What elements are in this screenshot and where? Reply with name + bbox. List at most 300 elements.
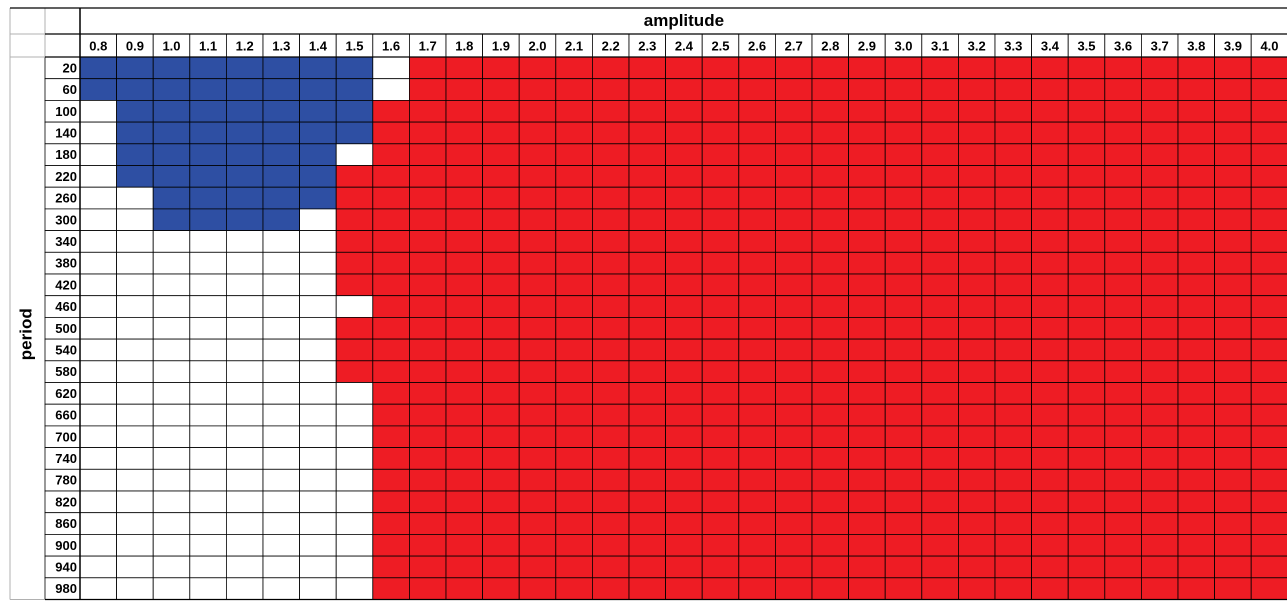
heatmap-cell (300, 79, 337, 101)
heatmap-cell (556, 556, 593, 578)
heatmap-cell (812, 361, 849, 383)
heatmap-cell (592, 361, 629, 383)
heatmap-cell (849, 404, 886, 426)
heatmap-cell (885, 469, 922, 491)
heatmap-cell (995, 209, 1032, 231)
heatmap-cell (666, 513, 703, 535)
heatmap-cell (922, 187, 959, 209)
heatmap-cell (849, 144, 886, 166)
y-tick-label: 820 (55, 494, 77, 510)
heatmap-cell (336, 144, 373, 166)
heatmap-cell (666, 252, 703, 274)
heatmap-cell (556, 144, 593, 166)
heatmap-cell (190, 122, 227, 144)
heatmap-cell (1105, 144, 1142, 166)
heatmap-cell (922, 426, 959, 448)
heatmap-cell (702, 361, 739, 383)
heatmap-cell (592, 122, 629, 144)
heatmap-cell (519, 274, 556, 296)
heatmap-cell (629, 252, 666, 274)
heatmap-cell (117, 513, 154, 535)
y-tick-label: 220 (55, 168, 77, 184)
heatmap-cell (885, 513, 922, 535)
heatmap-cell (739, 534, 776, 556)
heatmap-cell (1251, 556, 1287, 578)
heatmap-cell (483, 296, 520, 318)
heatmap-cell (629, 122, 666, 144)
heatmap-cell (373, 448, 410, 470)
heatmap-cell (1068, 187, 1105, 209)
heatmap-cell (995, 578, 1032, 600)
heatmap-cell (80, 469, 117, 491)
heatmap-cell (849, 534, 886, 556)
heatmap-cell (226, 166, 263, 188)
y-tick-label: 20 (62, 60, 77, 76)
heatmap-cell (812, 534, 849, 556)
heatmap-cell (1068, 100, 1105, 122)
x-tick-label: 1.6 (382, 38, 401, 54)
heatmap-cell (995, 79, 1032, 101)
heatmap-cell (373, 231, 410, 253)
heatmap-cell (958, 513, 995, 535)
heatmap-cell (519, 166, 556, 188)
heatmap-cell (849, 209, 886, 231)
heatmap-cell (1068, 404, 1105, 426)
x-tick-label: 2.8 (821, 38, 840, 54)
heatmap-cell (409, 404, 446, 426)
heatmap-cell (446, 383, 483, 405)
heatmap-cell (1032, 231, 1069, 253)
heatmap-cell (556, 513, 593, 535)
heatmap-cell (1215, 578, 1252, 600)
heatmap-cell (775, 122, 812, 144)
heatmap-cell (80, 426, 117, 448)
heatmap-cell (117, 209, 154, 231)
heatmap-cell (446, 426, 483, 448)
heatmap-cell (556, 317, 593, 339)
heatmap-cell (1141, 426, 1178, 448)
heatmap-cell (190, 187, 227, 209)
heatmap-cell (446, 491, 483, 513)
heatmap-cell (556, 404, 593, 426)
heatmap-cell (812, 296, 849, 318)
heatmap-cell (1215, 122, 1252, 144)
heatmap-cell (739, 361, 776, 383)
heatmap-cell (958, 166, 995, 188)
heatmap-cell (995, 534, 1032, 556)
heatmap-cell (1068, 469, 1105, 491)
heatmap-cell (922, 556, 959, 578)
x-tick-label: 2.2 (601, 38, 620, 54)
heatmap-cell (190, 448, 227, 470)
x-tick-label: 1.5 (345, 38, 364, 54)
heatmap-cell (1251, 209, 1287, 231)
heatmap-cell (263, 404, 300, 426)
heatmap-cell (1141, 231, 1178, 253)
heatmap-cell (995, 317, 1032, 339)
heatmap-cell (995, 469, 1032, 491)
x-tick-label: 3.1 (931, 38, 950, 54)
heatmap-cell (1141, 122, 1178, 144)
heatmap-cell (153, 404, 190, 426)
heatmap-cell (1141, 57, 1178, 79)
heatmap-cell (812, 187, 849, 209)
heatmap-cell (1251, 187, 1287, 209)
heatmap-cell (226, 57, 263, 79)
heatmap-cell (263, 383, 300, 405)
heatmap-cell (556, 578, 593, 600)
heatmap-cell (1105, 448, 1142, 470)
heatmap-cell (153, 79, 190, 101)
heatmap-cell (117, 404, 154, 426)
heatmap-cell (922, 469, 959, 491)
heatmap-cell (812, 231, 849, 253)
heatmap-cell (885, 144, 922, 166)
heatmap-cell (226, 578, 263, 600)
heatmap-cell (629, 404, 666, 426)
heatmap-cell (373, 100, 410, 122)
heatmap-cell (1105, 187, 1142, 209)
heatmap-cell (592, 426, 629, 448)
heatmap-cell (1068, 534, 1105, 556)
heatmap-cell (775, 187, 812, 209)
y-axis-title: period (16, 308, 36, 361)
heatmap-cell (812, 491, 849, 513)
heatmap-cell (592, 491, 629, 513)
heatmap-cell (592, 469, 629, 491)
heatmap-cell (958, 252, 995, 274)
heatmap-cell (263, 122, 300, 144)
heatmap-cell (592, 556, 629, 578)
x-tick-label: 1.4 (308, 38, 327, 54)
heatmap-cell (1251, 79, 1287, 101)
heatmap-cell (849, 426, 886, 448)
heatmap-cell (300, 578, 337, 600)
heatmap-cell (190, 578, 227, 600)
heatmap-cell (1032, 426, 1069, 448)
heatmap-cell (336, 166, 373, 188)
heatmap-cell (1068, 513, 1105, 535)
heatmap-cell (592, 296, 629, 318)
heatmap-cell (1251, 404, 1287, 426)
heatmap-cell (446, 448, 483, 470)
heatmap-cell (1141, 166, 1178, 188)
heatmap-cell (446, 296, 483, 318)
heatmap-cell (812, 469, 849, 491)
heatmap-cell (226, 404, 263, 426)
heatmap-cell (336, 339, 373, 361)
heatmap-cell (1068, 274, 1105, 296)
heatmap-cell (775, 144, 812, 166)
heatmap-cell (922, 231, 959, 253)
y-tick-label: 420 (55, 277, 77, 293)
heatmap-cell (226, 100, 263, 122)
heatmap-cell (775, 448, 812, 470)
heatmap-cell (483, 513, 520, 535)
heatmap-cell (1141, 209, 1178, 231)
heatmap-cell (483, 578, 520, 600)
heatmap-cell (1105, 100, 1142, 122)
heatmap-cell (263, 426, 300, 448)
heatmap-cell (666, 231, 703, 253)
heatmap-cell (1105, 383, 1142, 405)
heatmap-cell (629, 57, 666, 79)
heatmap-cell (922, 209, 959, 231)
heatmap-cell (995, 100, 1032, 122)
heatmap-cell (226, 426, 263, 448)
heatmap-cell (446, 57, 483, 79)
heatmap-cell (300, 361, 337, 383)
heatmap-cell (373, 187, 410, 209)
heatmap-cell (446, 274, 483, 296)
heatmap-cell (1068, 426, 1105, 448)
heatmap-cell (1178, 426, 1215, 448)
heatmap-cell (739, 383, 776, 405)
heatmap-cell (592, 534, 629, 556)
heatmap-cell (409, 317, 446, 339)
heatmap-cell (80, 317, 117, 339)
heatmap-cell (1141, 578, 1178, 600)
heatmap-cell (812, 383, 849, 405)
heatmap-cell (849, 469, 886, 491)
heatmap-cell (263, 448, 300, 470)
heatmap-cell (1215, 296, 1252, 318)
heatmap-cell (263, 513, 300, 535)
heatmap-cell (849, 79, 886, 101)
heatmap-cell (922, 448, 959, 470)
x-tick-label: 3.7 (1150, 38, 1169, 54)
x-tick-label: 2.5 (711, 38, 730, 54)
heatmap-cell (958, 491, 995, 513)
heatmap-cell (1178, 556, 1215, 578)
x-tick-label: 3.0 (894, 38, 913, 54)
heatmap-cell (1068, 57, 1105, 79)
heatmap-cell (775, 317, 812, 339)
heatmap-cell (446, 252, 483, 274)
heatmap-cell (1215, 448, 1252, 470)
heatmap-cell (190, 361, 227, 383)
heatmap-cell (190, 57, 227, 79)
x-tick-label: 1.9 (491, 38, 510, 54)
heatmap-cell (739, 513, 776, 535)
heatmap-cell (592, 209, 629, 231)
x-tick-label: 3.4 (1040, 38, 1059, 54)
heatmap-cell (519, 57, 556, 79)
heatmap-cell (775, 426, 812, 448)
heatmap-cell (1178, 209, 1215, 231)
heatmap-cell (117, 383, 154, 405)
heatmap-cell (739, 556, 776, 578)
heatmap-cell (263, 361, 300, 383)
heatmap-cell (1251, 144, 1287, 166)
heatmap-cell (1251, 57, 1287, 79)
heatmap-cell (995, 448, 1032, 470)
heatmap-cell (849, 339, 886, 361)
heatmap-cell (483, 100, 520, 122)
x-tick-label: 3.2 (967, 38, 986, 54)
x-tick-label: 4.0 (1260, 38, 1279, 54)
heatmap-cell (995, 252, 1032, 274)
heatmap-cell (739, 252, 776, 274)
heatmap-cell (263, 339, 300, 361)
heatmap-cell (117, 317, 154, 339)
heatmap-cell (629, 339, 666, 361)
heatmap-cell (922, 361, 959, 383)
heatmap-cell (409, 100, 446, 122)
heatmap-cell (1251, 296, 1287, 318)
y-tick-label: 460 (55, 299, 77, 315)
heatmap-cell (739, 469, 776, 491)
heatmap-cell (1141, 556, 1178, 578)
heatmap-cell (373, 491, 410, 513)
heatmap-cell (80, 448, 117, 470)
heatmap-cell (1068, 339, 1105, 361)
heatmap-cell (1215, 252, 1252, 274)
heatmap-cell (483, 361, 520, 383)
heatmap-cell (409, 513, 446, 535)
heatmap-cell (702, 513, 739, 535)
heatmap-cell (409, 144, 446, 166)
heatmap-cell (629, 383, 666, 405)
heatmap-cell (739, 57, 776, 79)
heatmap-cell (1032, 513, 1069, 535)
heatmap-cell (117, 534, 154, 556)
heatmap-cell (300, 317, 337, 339)
heatmap-cell (739, 122, 776, 144)
heatmap-cell (1178, 383, 1215, 405)
heatmap-cell (666, 317, 703, 339)
heatmap-cell (958, 361, 995, 383)
heatmap-cell (592, 57, 629, 79)
heatmap-cell (592, 166, 629, 188)
heatmap-cell (153, 469, 190, 491)
heatmap-cell (922, 513, 959, 535)
heatmap-cell (446, 187, 483, 209)
heatmap-cell (300, 57, 337, 79)
y-tick-label: 540 (55, 342, 77, 358)
heatmap-cell (592, 187, 629, 209)
heatmap-cell (409, 274, 446, 296)
heatmap-cell (190, 100, 227, 122)
heatmap-cell (1141, 144, 1178, 166)
heatmap-cell (1178, 187, 1215, 209)
heatmap-cell (80, 383, 117, 405)
heatmap-cell (300, 534, 337, 556)
heatmap-cell (702, 100, 739, 122)
heatmap-cell (483, 79, 520, 101)
y-tick-label: 100 (55, 103, 77, 119)
heatmap-cell (1141, 100, 1178, 122)
heatmap-cell (263, 79, 300, 101)
heatmap-cell (483, 122, 520, 144)
heatmap-cell (849, 361, 886, 383)
heatmap-cell (483, 252, 520, 274)
heatmap-cell (153, 296, 190, 318)
heatmap-cell (1251, 491, 1287, 513)
heatmap-cell (336, 57, 373, 79)
heatmap-cell (483, 166, 520, 188)
heatmap-cell (519, 339, 556, 361)
heatmap-cell (263, 296, 300, 318)
heatmap-cell (958, 274, 995, 296)
heatmap-cell (592, 339, 629, 361)
heatmap-cell (263, 274, 300, 296)
heatmap-cell (409, 209, 446, 231)
heatmap-cell (849, 231, 886, 253)
heatmap-cell (190, 404, 227, 426)
heatmap-cell (1141, 187, 1178, 209)
heatmap-cell (300, 383, 337, 405)
heatmap-cell (446, 339, 483, 361)
heatmap-cell (483, 187, 520, 209)
heatmap-cell (190, 231, 227, 253)
heatmap-cell (373, 79, 410, 101)
heatmap-cell (117, 578, 154, 600)
heatmap-cell (117, 187, 154, 209)
heatmap-cell (1068, 166, 1105, 188)
heatmap-cell (1178, 296, 1215, 318)
heatmap-cell (995, 144, 1032, 166)
heatmap-cell (1251, 513, 1287, 535)
heatmap-cell (629, 491, 666, 513)
heatmap-cell (702, 274, 739, 296)
heatmap-cell (849, 252, 886, 274)
heatmap-cell (556, 100, 593, 122)
heatmap-cell (556, 361, 593, 383)
heatmap-cell (300, 426, 337, 448)
heatmap-cell (117, 556, 154, 578)
y-tick-label: 660 (55, 407, 77, 423)
heatmap-cell (812, 317, 849, 339)
heatmap-cell (1251, 534, 1287, 556)
heatmap-cell (117, 274, 154, 296)
heatmap-cell (629, 361, 666, 383)
heatmap-cell (300, 252, 337, 274)
heatmap-cell (80, 79, 117, 101)
heatmap-cell (226, 339, 263, 361)
heatmap-cell (1178, 339, 1215, 361)
heatmap-cell (483, 231, 520, 253)
y-tick-label: 580 (55, 364, 77, 380)
heatmap-cell (775, 513, 812, 535)
heatmap-cell (702, 578, 739, 600)
heatmap-cell (739, 317, 776, 339)
heatmap-cell (666, 296, 703, 318)
heatmap-cell (1141, 404, 1178, 426)
heatmap-cell (336, 252, 373, 274)
heatmap-cell (885, 187, 922, 209)
heatmap-cell (409, 339, 446, 361)
heatmap-cell (812, 166, 849, 188)
heatmap-cell (958, 100, 995, 122)
heatmap-cell (1141, 534, 1178, 556)
heatmap-cell (556, 534, 593, 556)
heatmap-cell (885, 100, 922, 122)
heatmap-cell (702, 209, 739, 231)
heatmap-cell (995, 491, 1032, 513)
heatmap-cell (226, 534, 263, 556)
heatmap-cell (958, 578, 995, 600)
heatmap-cell (666, 122, 703, 144)
heatmap-cell (263, 469, 300, 491)
heatmap-cell (300, 448, 337, 470)
heatmap-cell (702, 491, 739, 513)
heatmap-cell (117, 491, 154, 513)
heatmap-cell (190, 252, 227, 274)
heatmap-cell (80, 296, 117, 318)
heatmap-cell (80, 513, 117, 535)
heatmap-cell (226, 556, 263, 578)
